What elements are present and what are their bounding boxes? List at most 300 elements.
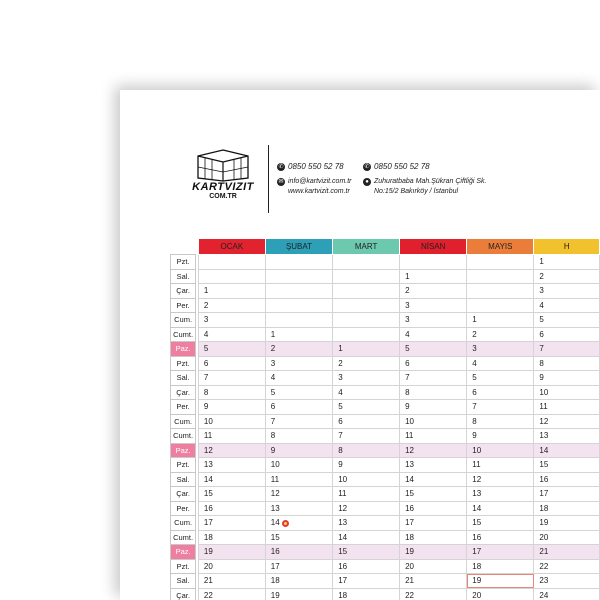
whatsapp-icon: ✆	[364, 164, 370, 170]
day-cell[interactable]	[400, 400, 467, 415]
day-number: 18	[472, 561, 482, 571]
day-cell[interactable]	[534, 298, 600, 313]
day-cell[interactable]	[400, 385, 467, 400]
day-number: 10	[203, 416, 213, 426]
day-number: 2	[338, 358, 343, 368]
day-number: 13	[203, 460, 213, 470]
day-number: 3	[539, 286, 544, 296]
day-cell[interactable]	[198, 429, 265, 444]
day-number: 14	[203, 474, 213, 484]
day-cell[interactable]	[534, 385, 600, 400]
day-number: 15	[405, 489, 414, 499]
day-cell[interactable]	[333, 255, 400, 270]
weekday-label: Cumt.	[171, 327, 196, 342]
calendar-row	[171, 298, 600, 313]
day-number: 18	[539, 503, 549, 513]
calendar-row	[171, 530, 600, 545]
day-cell[interactable]	[400, 371, 467, 386]
day-cell[interactable]	[198, 545, 265, 560]
weekday-label: Cumt.	[171, 530, 196, 545]
day-cell[interactable]	[265, 269, 332, 284]
day-number: 1	[270, 329, 276, 339]
month-header: NİSAN	[400, 239, 467, 255]
weekday-label: Çar.	[171, 284, 196, 299]
day-number: 8	[270, 431, 276, 441]
day-number: 8	[405, 387, 410, 397]
day-number: 22	[539, 561, 549, 571]
day-number: 17	[472, 547, 482, 557]
day-cell[interactable]	[467, 588, 534, 600]
day-cell[interactable]	[467, 371, 534, 386]
brand-sub: COM.TR	[209, 193, 237, 200]
day-number: 12	[338, 503, 348, 513]
day-number: 19	[405, 547, 414, 557]
day-number: 17	[539, 489, 549, 499]
day-cell[interactable]	[467, 269, 534, 284]
day-cell[interactable]	[198, 574, 265, 589]
day-number: 21	[539, 547, 549, 557]
day-cell[interactable]	[467, 400, 534, 415]
day-cell[interactable]	[198, 458, 265, 473]
day-cell[interactable]	[534, 313, 600, 328]
day-number: 11	[405, 431, 414, 441]
day-cell[interactable]	[467, 530, 534, 545]
day-cell[interactable]	[265, 429, 332, 444]
day-cell[interactable]	[400, 501, 467, 516]
day-cell[interactable]	[534, 530, 600, 545]
day-number: 15	[203, 489, 213, 499]
weekday-label: Cum.	[171, 313, 196, 328]
day-number: 2	[270, 344, 276, 354]
day-cell[interactable]	[265, 313, 332, 328]
day-cell[interactable]	[333, 559, 400, 574]
day-cell[interactable]	[198, 284, 265, 299]
calendar-row	[171, 458, 600, 473]
day-cell[interactable]	[534, 443, 600, 458]
day-cell[interactable]	[400, 298, 467, 313]
day-cell[interactable]	[534, 545, 600, 560]
day-cell[interactable]	[265, 472, 332, 487]
day-cell[interactable]	[198, 487, 265, 502]
day-cell[interactable]	[198, 356, 265, 371]
calendar-row	[171, 516, 600, 531]
day-cell[interactable]	[467, 559, 534, 574]
day-number: 8	[539, 358, 544, 368]
day-cell[interactable]	[467, 342, 534, 357]
day-number: 4	[472, 358, 477, 368]
day-number: 12	[472, 474, 482, 484]
day-number: 5	[270, 387, 276, 397]
day-cell[interactable]	[534, 516, 600, 531]
weekday-label: Sal.	[171, 371, 196, 386]
day-cell[interactable]	[400, 313, 467, 328]
day-cell[interactable]	[400, 530, 467, 545]
day-cell[interactable]	[400, 516, 467, 531]
day-cell[interactable]	[467, 545, 534, 560]
day-cell[interactable]	[400, 356, 467, 371]
day-cell[interactable]	[333, 545, 400, 560]
day-cell[interactable]	[534, 356, 600, 371]
day-number: 22	[405, 590, 414, 600]
day-number: 10	[405, 416, 414, 426]
day-number: 13	[472, 489, 482, 499]
day-number: 12	[405, 445, 414, 455]
calendar-row	[171, 588, 600, 600]
day-cell[interactable]	[198, 530, 265, 545]
calendar-grid	[170, 238, 600, 600]
calendar-row	[171, 356, 600, 371]
day-number: 4	[405, 329, 410, 339]
day-cell[interactable]	[333, 385, 400, 400]
day-number: 20	[405, 561, 414, 571]
day-number: 21	[203, 576, 213, 586]
day-number: 13	[270, 503, 280, 513]
calendar-row	[171, 501, 600, 516]
day-cell[interactable]	[198, 327, 265, 342]
day-cell[interactable]	[198, 559, 265, 574]
day-number: 1	[539, 257, 544, 267]
weekday-label: Pzt.	[171, 356, 196, 371]
weekday-label: Per.	[171, 298, 196, 313]
day-number: 7	[270, 416, 276, 426]
day-cell[interactable]	[400, 443, 467, 458]
day-cell[interactable]	[534, 588, 600, 600]
day-cell[interactable]	[400, 342, 467, 357]
weekday-label: Per.	[171, 400, 196, 415]
day-cell[interactable]	[333, 414, 400, 429]
day-number: 14	[472, 503, 482, 513]
day-cell[interactable]	[400, 327, 467, 342]
day-number: 11	[338, 489, 347, 499]
day-cell[interactable]	[333, 429, 400, 444]
day-cell[interactable]	[534, 472, 600, 487]
day-cell[interactable]	[265, 574, 332, 589]
month-header: MAYIS	[467, 239, 534, 255]
day-number: 23	[539, 576, 549, 586]
day-cell[interactable]	[333, 298, 400, 313]
day-cell[interactable]	[198, 588, 265, 600]
day-number: 6	[270, 402, 276, 412]
day-number: 19	[472, 576, 482, 586]
day-cell[interactable]	[400, 559, 467, 574]
weekday-label: Cumt.	[171, 429, 196, 444]
day-number: 3	[203, 315, 209, 325]
day-cell[interactable]	[198, 400, 265, 415]
day-number: 9	[338, 460, 343, 470]
day-cell[interactable]	[198, 255, 265, 270]
day-cell[interactable]	[198, 385, 265, 400]
day-cell[interactable]	[333, 443, 400, 458]
day-cell[interactable]	[198, 313, 265, 328]
day-number: 6	[338, 416, 343, 426]
day-number: 24	[539, 590, 549, 600]
day-number: 11	[203, 431, 213, 441]
month-header: MART	[333, 239, 400, 255]
day-number: 11	[472, 460, 481, 470]
day-cell[interactable]	[333, 516, 400, 531]
day-cell[interactable]	[534, 255, 600, 270]
day-number: 17	[405, 518, 414, 528]
day-cell[interactable]	[400, 545, 467, 560]
day-cell[interactable]	[534, 400, 600, 415]
day-cell[interactable]	[400, 414, 467, 429]
day-cell[interactable]	[265, 385, 332, 400]
phone-1: 0850 550 52 78	[288, 162, 344, 171]
month-header: OCAK	[198, 239, 265, 255]
day-cell[interactable]	[198, 371, 265, 386]
day-number: 8	[338, 445, 343, 455]
weekday-label: Per.	[171, 501, 196, 516]
day-number: 11	[539, 402, 548, 412]
day-number: 15	[338, 547, 348, 557]
day-cell[interactable]	[265, 443, 332, 458]
day-number: 5	[405, 344, 410, 354]
day-number: 6	[203, 358, 209, 368]
day-number: 18	[270, 576, 280, 586]
day-cell[interactable]	[467, 487, 534, 502]
day-cell[interactable]	[467, 327, 534, 342]
day-cell[interactable]	[265, 487, 332, 502]
location-icon: ●	[363, 178, 371, 186]
day-number: 1	[203, 286, 209, 296]
day-cell[interactable]	[534, 327, 600, 342]
day-number: 6	[472, 387, 477, 397]
day-cell[interactable]	[333, 342, 400, 357]
day-number: 15	[270, 532, 280, 542]
calendar-row	[171, 429, 600, 444]
day-number: 3	[270, 358, 276, 368]
day-cell[interactable]	[400, 458, 467, 473]
day-number: 6	[539, 329, 544, 339]
day-cell[interactable]	[467, 313, 534, 328]
day-cell[interactable]	[467, 385, 534, 400]
day-number: 20	[203, 561, 213, 571]
day-number: 22	[203, 590, 213, 600]
phone-2: 0850 550 52 78	[374, 162, 430, 171]
day-cell[interactable]	[265, 327, 332, 342]
day-cell[interactable]	[265, 400, 332, 415]
day-number: 16	[472, 532, 482, 542]
day-number: 17	[270, 561, 280, 571]
day-number: 10	[338, 474, 348, 484]
day-cell[interactable]	[265, 501, 332, 516]
day-number: 16	[338, 561, 348, 571]
day-cell[interactable]	[400, 284, 467, 299]
day-number: 19	[539, 518, 549, 528]
day-cell[interactable]	[534, 342, 600, 357]
weekday-label: Pzt.	[171, 559, 196, 574]
day-number: 2	[472, 329, 477, 339]
day-cell[interactable]	[467, 443, 534, 458]
address-line-1: Zuhuratbaba Mah.Şükran Çiftliği Sk.	[374, 178, 487, 185]
day-cell[interactable]	[400, 487, 467, 502]
day-cell[interactable]	[333, 530, 400, 545]
day-number: 5	[203, 344, 209, 354]
day-cell[interactable]	[333, 327, 400, 342]
weekday-label: Çar.	[171, 385, 196, 400]
calendar-row	[171, 342, 600, 357]
day-cell[interactable]	[534, 559, 600, 574]
day-number: 9	[539, 373, 544, 383]
day-cell[interactable]	[265, 559, 332, 574]
calendar-row	[171, 385, 600, 400]
day-number: 8	[203, 387, 209, 397]
day-number: 2	[539, 271, 544, 281]
weekday-label: Pzt.	[171, 255, 196, 270]
header-spacer	[171, 239, 196, 255]
day-cell[interactable]	[534, 487, 600, 502]
day-number: 20	[539, 532, 549, 542]
calendar-row	[171, 255, 600, 270]
day-number: 21	[405, 576, 414, 586]
calendar-row	[171, 574, 600, 589]
day-cell[interactable]	[400, 269, 467, 284]
day-cell[interactable]	[333, 458, 400, 473]
day-number: 13	[405, 460, 414, 470]
day-cell[interactable]	[333, 487, 400, 502]
day-cell[interactable]	[265, 371, 332, 386]
day-cell[interactable]	[198, 269, 265, 284]
day-cell[interactable]	[467, 574, 534, 589]
day-cell[interactable]	[534, 269, 600, 284]
sticker-icon	[282, 520, 289, 527]
day-number: 18	[405, 532, 414, 542]
day-number: 13	[338, 518, 348, 528]
day-cell[interactable]	[534, 458, 600, 473]
day-cell[interactable]	[467, 255, 534, 270]
day-cell[interactable]	[467, 356, 534, 371]
day-cell[interactable]	[333, 472, 400, 487]
month-header: ŞUBAT	[265, 239, 332, 255]
day-number: 7	[405, 373, 410, 383]
day-number: 12	[539, 416, 549, 426]
day-number: 9	[270, 445, 276, 455]
day-number: 12	[270, 489, 280, 499]
day-cell[interactable]	[467, 516, 534, 531]
day-cell[interactable]	[400, 472, 467, 487]
day-number: 16	[405, 503, 414, 513]
calendar-row	[171, 284, 600, 299]
day-cell[interactable]	[265, 588, 332, 600]
day-cell[interactable]	[265, 458, 332, 473]
day-number: 10	[539, 387, 549, 397]
day-cell[interactable]	[534, 284, 600, 299]
day-cell[interactable]	[534, 371, 600, 386]
day-cell[interactable]	[198, 443, 265, 458]
weekday-label: Paz.	[171, 545, 196, 560]
day-cell[interactable]	[333, 400, 400, 415]
day-number: 10	[472, 445, 482, 455]
day-cell[interactable]	[467, 458, 534, 473]
day-number: 10	[270, 460, 280, 470]
day-number: 7	[539, 344, 544, 354]
day-cell[interactable]	[333, 313, 400, 328]
day-number: 15	[472, 518, 482, 528]
day-cell[interactable]	[333, 501, 400, 516]
day-number: 18	[338, 590, 348, 600]
day-number: 15	[539, 460, 549, 470]
day-cell[interactable]	[467, 284, 534, 299]
day-cell[interactable]	[400, 588, 467, 600]
day-number: 14	[338, 532, 348, 542]
day-cell[interactable]	[467, 298, 534, 313]
day-number: 16	[539, 474, 549, 484]
day-cell[interactable]	[467, 501, 534, 516]
day-cell[interactable]	[333, 574, 400, 589]
day-cell[interactable]	[198, 298, 265, 313]
weekday-label: Çar.	[171, 588, 196, 600]
day-cell[interactable]	[467, 472, 534, 487]
day-cell[interactable]	[534, 414, 600, 429]
day-number: 14	[405, 474, 414, 484]
day-cell[interactable]	[265, 342, 332, 357]
building-icon	[188, 148, 258, 182]
day-number: 5	[539, 315, 544, 325]
day-cell[interactable]	[198, 516, 265, 531]
day-number: 12	[203, 445, 213, 455]
address-line-2: No:15/2 Bakırköy / İstanbul	[374, 188, 459, 195]
day-cell[interactable]	[333, 284, 400, 299]
day-cell[interactable]	[198, 414, 265, 429]
day-cell[interactable]	[467, 429, 534, 444]
day-cell[interactable]	[265, 516, 332, 531]
day-number: 4	[539, 300, 544, 310]
day-number: 17	[203, 518, 213, 528]
day-number: 5	[472, 373, 477, 383]
day-cell[interactable]	[333, 356, 400, 371]
day-cell[interactable]	[333, 371, 400, 386]
day-cell[interactable]	[265, 298, 332, 313]
day-number: 1	[405, 271, 410, 281]
day-cell[interactable]	[333, 588, 400, 600]
day-cell[interactable]	[265, 530, 332, 545]
day-cell[interactable]	[265, 356, 332, 371]
day-cell[interactable]	[534, 429, 600, 444]
day-number: 5	[338, 402, 343, 412]
day-cell[interactable]	[534, 501, 600, 516]
month-header: H	[534, 239, 600, 255]
day-cell[interactable]	[400, 255, 467, 270]
day-number: 4	[270, 373, 276, 383]
day-cell[interactable]	[467, 414, 534, 429]
brand-name: KARTVIZIT	[192, 181, 254, 193]
day-cell[interactable]	[198, 472, 265, 487]
day-cell[interactable]	[400, 574, 467, 589]
header-divider	[268, 145, 269, 213]
calendar-sheet	[120, 90, 600, 600]
day-cell[interactable]	[265, 255, 332, 270]
calendar-row	[171, 269, 600, 284]
day-number: 3	[405, 300, 410, 310]
day-cell[interactable]	[534, 574, 600, 589]
day-number: 1	[338, 344, 343, 354]
weekday-label: Sal.	[171, 574, 196, 589]
calendar-row	[171, 545, 600, 560]
day-cell[interactable]	[333, 269, 400, 284]
calendar-row	[171, 559, 600, 574]
day-number: 2	[203, 300, 209, 310]
day-number: 9	[472, 431, 477, 441]
calendar-row	[171, 327, 600, 342]
day-cell[interactable]	[265, 284, 332, 299]
day-cell[interactable]	[265, 545, 332, 560]
day-cell[interactable]	[400, 429, 467, 444]
day-cell[interactable]	[265, 414, 332, 429]
day-cell[interactable]	[198, 342, 265, 357]
calendar-row	[171, 414, 600, 429]
day-number: 3	[405, 315, 410, 325]
day-cell[interactable]	[198, 501, 265, 516]
